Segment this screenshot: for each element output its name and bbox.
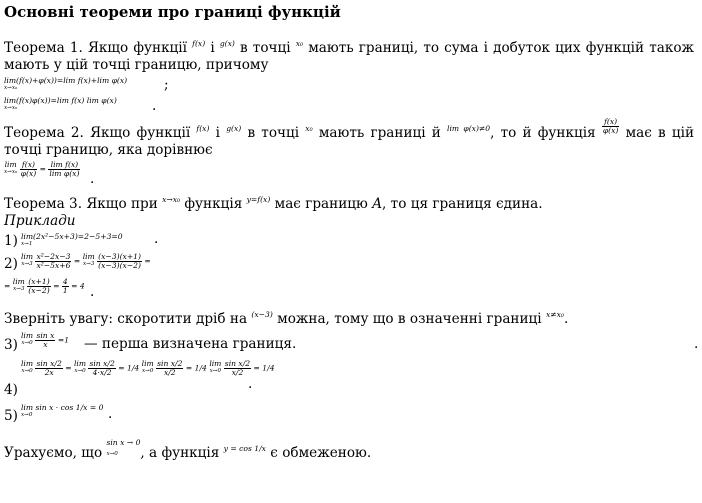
example-5-sub: x→0: [21, 412, 33, 418]
example-2-eq-2: =: [4, 281, 11, 291]
example-4-coef: 1/4: [127, 363, 140, 373]
document: [4, 3, 699, 462]
example-4-d-den: x/2: [231, 368, 244, 377]
example-2-continued: = lim x→3 $\frac{(x+1)}{(x-2)}$ = $\frac{4}{1}$ = 4 .: [4, 277, 95, 300]
rhs-den: lim φ(x): [49, 169, 80, 178]
note-end: .: [563, 311, 569, 327]
final-fn: y = cos 1/x: [223, 444, 266, 453]
example-4-c-num: sin x/2: [157, 359, 183, 368]
theorem-1-x0: x₀: [295, 39, 304, 48]
example-2-end: .: [90, 284, 95, 300]
theorem-2-end: .: [90, 171, 95, 187]
example-1-end: .: [154, 231, 159, 247]
note-factor: (x−3): [251, 310, 273, 319]
theorem-3-intro: Теорема 3. Якщо при: [4, 196, 158, 212]
example-1-sub: x→1: [21, 241, 33, 247]
limit-sub: x→x₀: [4, 169, 18, 175]
example-2-line2-num: (x+1): [28, 277, 50, 286]
theorem-2-ratio: [602, 118, 620, 135]
theorem-2-and: і: [215, 125, 220, 141]
example-5-end: .: [108, 406, 113, 422]
theorem-1-gx: g(x): [219, 39, 235, 48]
example-5-formula: lim sin x · cos 1/x = 0: [21, 403, 104, 412]
rhs-num: lim f(x): [48, 161, 80, 170]
theorem-3-end: , то ця границя єдина.: [382, 196, 543, 212]
example-2-eq: =: [144, 256, 151, 266]
example-4-sub-a: x→0: [21, 368, 33, 374]
example-3-num: sin x: [36, 331, 55, 340]
example-1-formula: lim(2x²−5x+3)=2−5+3=0: [21, 232, 123, 241]
examples-heading: Приклади: [4, 213, 76, 229]
theorem-1-body: мають границі, то сума і добуток цих функцій також мають у цій точці границю, причому: [4, 40, 695, 73]
final-note: [4, 434, 694, 462]
lhs-den: φ(x): [20, 169, 37, 178]
example-4-result: = 1/4: [253, 363, 275, 373]
example-4-sub-c: x→0: [141, 368, 154, 374]
theorem-2-formula: lim x→x₀ $\frac{f(x)}{\varphi(x)}$ = $\frac{\text{lim f(x)}}{\text{lim φ(x)}}$ .: [4, 160, 95, 187]
theorem-1-formula-product: [4, 94, 694, 116]
theorem-3-fn-label: функція: [184, 196, 243, 212]
lhs-num: f(x): [20, 161, 38, 170]
formula-sum-end: ;: [164, 77, 169, 93]
example-3-dot: .: [694, 336, 699, 352]
note-condition: x≠x₀: [545, 310, 564, 319]
example-3-text: — перша визначена границя.: [84, 336, 297, 352]
example-2-den2: (x−3)(x−2): [98, 261, 141, 270]
theorem-2-condition: lim φ(x)≠0: [447, 124, 491, 133]
theorem-2-intro: Теорема 2. Якщо функції: [4, 125, 191, 141]
example-4: 4) lim x→0 $\frac{\text{sin x/2}}{2x}$ = lim x→0 $\frac{\text{sin x/2}}{4\cdot x/2}$ = 1/4 lim x→0 $\frac{\text{sin x/2}}{x/2}$ = 1/4 lim x→0 $\frac{\text{sin x/2}}{x/2}$ = 1/4 .: [4, 359, 275, 398]
theorem-2-point: в точці: [247, 125, 300, 141]
formula-sum-sub: x→x₀: [4, 85, 18, 91]
example-3-sub: x→0: [21, 340, 33, 346]
theorem-1-point: в точці: [240, 40, 291, 56]
example-1: [4, 230, 694, 250]
note: [4, 306, 694, 328]
example-4-c-den: x/2: [163, 368, 176, 377]
example-2-sub-c: x→3: [13, 286, 25, 292]
example-2-sub-b: x→3: [83, 261, 95, 267]
example-3-label: 3): [4, 337, 18, 353]
theorem-2-fx: f(x): [196, 124, 210, 133]
theorem-2-have: мають границі й: [318, 125, 441, 141]
example-4-a-num: sin x/2: [36, 359, 62, 368]
formula-sum: lim(f(x)+φ(x))=lim f(x)+lim φ(x): [4, 76, 128, 85]
theorem-3-condition: x→x₀: [162, 195, 181, 204]
example-2-den1: x²−5x+6: [36, 261, 71, 270]
theorem-3-A: A: [372, 196, 383, 212]
example-4-sub-b: x→0: [74, 368, 86, 374]
final-end: є обмеженою.: [270, 445, 372, 461]
final-intro: Урахуємо, що: [4, 445, 103, 461]
example-1-label: 1): [4, 233, 18, 249]
example-2-num2: (x−3)(x+1): [98, 252, 141, 261]
theorem-3: [4, 191, 694, 213]
example-4-end: .: [248, 376, 253, 392]
theorem-2: [4, 118, 694, 159]
formula-product-end: .: [152, 98, 157, 114]
example-4-b-num: sin x/2: [89, 359, 115, 368]
example-5: [4, 400, 694, 428]
theorem-2-body: має в цій точці границю, яка дорівнює: [4, 125, 695, 158]
theorem-3-has: має границю: [274, 196, 368, 212]
example-4-d-num: sin x/2: [224, 359, 251, 368]
theorem-2-then: , то й функція: [490, 125, 596, 141]
example-4-a-den: 2x: [44, 368, 54, 377]
theorem-2-gx: g(x): [226, 124, 242, 133]
example-3-eq: =1: [57, 335, 70, 345]
theorem-2-x0: x₀: [305, 124, 313, 133]
theorem-1-and: і: [210, 40, 215, 56]
example-2-result-den: 1: [62, 286, 68, 295]
final-condition: sin x → 0: [106, 438, 141, 447]
example-4-coef-2: 1/4: [194, 363, 207, 373]
example-4-b-den: 4·x/2: [92, 368, 112, 377]
final-condition-wrap: [106, 434, 140, 457]
example-4-sub-d: x→0: [209, 368, 222, 374]
theorem-1-formula-sum: [4, 74, 694, 94]
example-2-result-num: 4: [62, 277, 68, 286]
formula-product: lim(f(x)φ(x))=lim f(x) lim φ(x): [4, 96, 117, 105]
ratio-numerator: f(x): [602, 118, 620, 127]
theorem-1-intro: Теорема 1. Якщо функції: [4, 40, 187, 56]
formula-product-sub: x→x₀: [4, 105, 18, 111]
example-2-label: 2): [4, 256, 18, 272]
example-3-den: x: [43, 340, 48, 349]
final-mid: , а функція: [140, 445, 220, 461]
theorem-1-fx: f(x): [192, 39, 206, 48]
example-2-line2-den: (x−2): [28, 286, 50, 295]
example-4-label: 4): [4, 382, 18, 398]
example-2-result: = 4: [71, 281, 85, 291]
example-2-sub-a: x→3: [21, 261, 33, 267]
theorem-1: [4, 35, 694, 74]
example-3: 3) lim x→0 $\frac{\text{sin x}}{x}$ =1 — перша визначена границя. .: [4, 331, 699, 353]
example-2-num1: x²−2x−3: [36, 252, 71, 261]
note-intro: Зверніть увагу: скоротити дріб на: [4, 311, 248, 327]
final-sub: x→0: [106, 451, 118, 457]
note-body: можна, тому що в означенні границі: [277, 311, 542, 327]
page-title: Основні теореми про границі функцій: [4, 3, 341, 21]
example-5-label: 5): [4, 408, 18, 424]
ratio-denominator: φ(x): [602, 126, 619, 135]
theorem-3-fn: y=f(x): [246, 195, 271, 204]
example-2: 2) lim x→3 $\frac{\text{x²−2x−3}}{\text{x²−5x+6}}$ = lim x→3 $\frac{(x-3)(x+1)}{(x-3)(x-2)}$ =: [4, 252, 151, 272]
